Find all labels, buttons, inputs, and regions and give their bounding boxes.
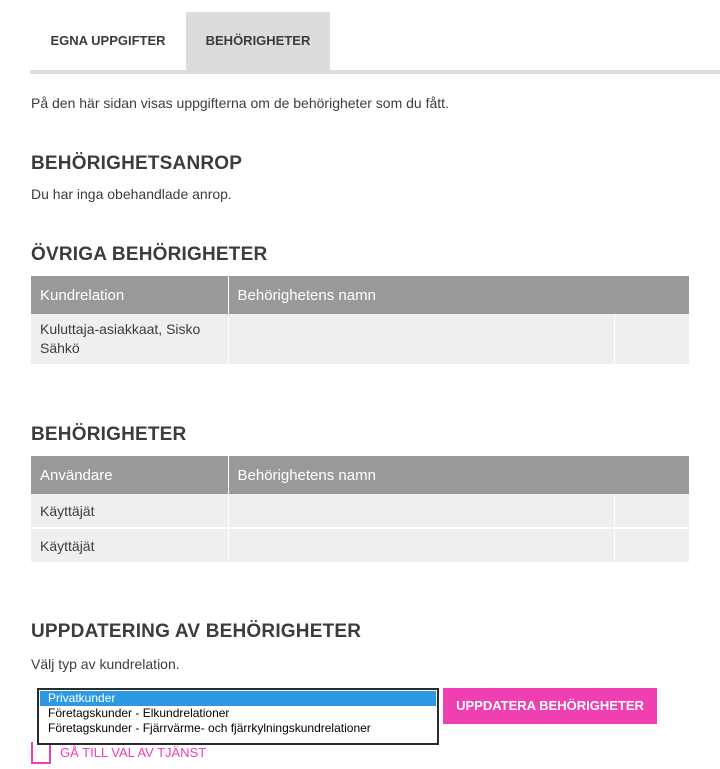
column-header-permission-name: Behörighetens namn: [228, 456, 689, 494]
permission-name-cell: [228, 494, 614, 528]
tab-bar: [30, 12, 720, 74]
table-header-row: [31, 456, 689, 494]
customer-relation-select[interactable]: [37, 688, 439, 745]
tab-permissions[interactable]: BEHÖRIGHETER: [186, 12, 330, 70]
requests-text: Du har inga obehandlade anrop.: [31, 186, 232, 202]
select-option-private[interactable]: Privatkunder: [40, 691, 436, 706]
table-row: [31, 528, 689, 562]
update-heading: UPPDATERING AV BEHÖRIGHETER: [31, 621, 362, 642]
customer-relation-cell: Kuluttaja-asiakkaat, Sisko Sähkö: [31, 314, 228, 364]
user-cell: Käyttäjät: [31, 494, 228, 528]
table-row: [31, 494, 689, 528]
requests-heading: BEHÖRIGHETSANROP: [31, 153, 243, 174]
column-header-permission-name: Behörighetens namn: [228, 276, 689, 314]
permissions-table: [31, 456, 689, 562]
other-permissions-heading: ÖVRIGA BEHÖRIGHETER: [31, 244, 268, 265]
intro-text: På den här sidan visas uppgifterna om de behörigheter som du fått.: [31, 95, 449, 111]
table-header-row: [31, 276, 689, 314]
table-row: [31, 314, 689, 364]
column-header-user: Användare: [31, 456, 228, 494]
update-instructions: Välj typ av kundrelation.: [31, 656, 180, 672]
update-permissions-button[interactable]: UPPDATERA BEHÖRIGHETER: [443, 688, 657, 724]
column-header-customer-relation: Kundrelation: [31, 276, 228, 314]
actions-cell: [614, 314, 689, 364]
permissions-heading: BEHÖRIGHETER: [31, 424, 187, 445]
other-permissions-table: [31, 276, 689, 364]
permission-name-cell: [228, 314, 614, 364]
user-cell: Käyttäjät: [31, 528, 228, 562]
permission-name-cell: [228, 528, 614, 562]
select-option-business-electricity[interactable]: Företagskunder - Elkundrelationer: [48, 706, 230, 720]
actions-cell: [614, 528, 689, 562]
back-arrow-icon: [31, 742, 51, 764]
select-option-business-district-heating[interactable]: Företagskunder - Fjärrvärme- och fjärrkylningskundrelationer: [48, 721, 371, 735]
back-link-label: GÅ TILL VAL AV TJÄNST: [60, 745, 207, 760]
actions-cell: [614, 494, 689, 528]
tab-own-info[interactable]: EGNA UPPGIFTER: [50, 33, 166, 48]
